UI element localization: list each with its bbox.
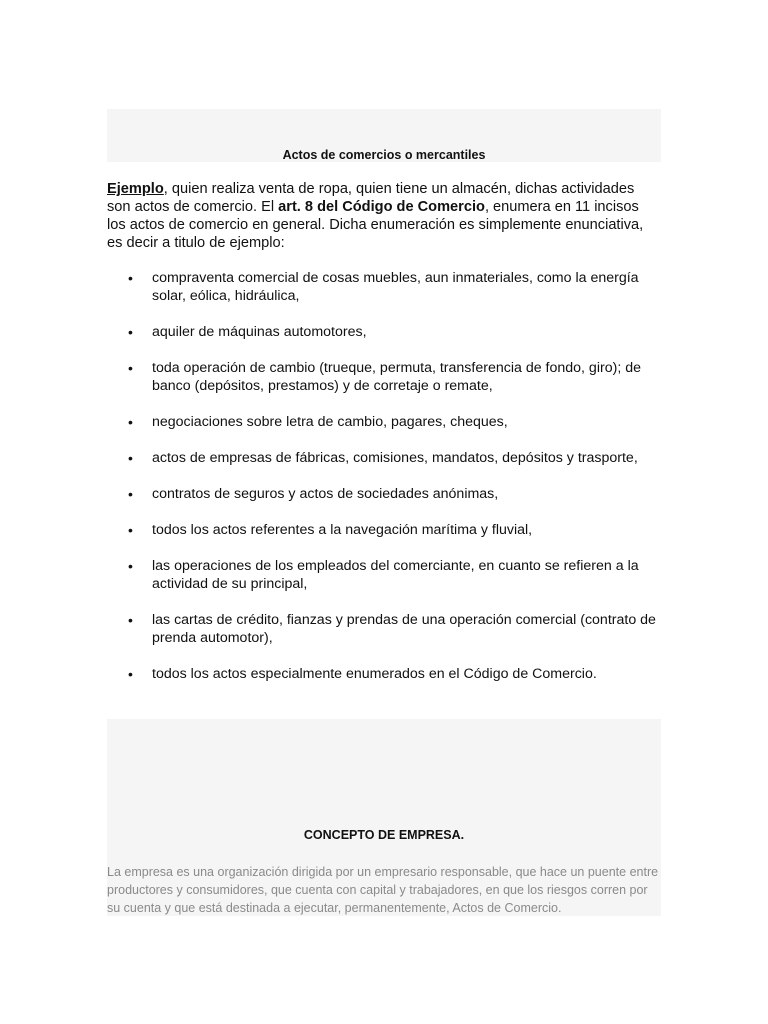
list-item — [107, 449, 661, 467]
list-item-text: aquiler de máquinas automotores, — [152, 324, 367, 340]
bullet-icon: • — [128, 666, 133, 682]
intro-paragraph — [107, 180, 661, 252]
list-item — [107, 611, 661, 647]
section-title-band — [107, 109, 661, 162]
list-item — [107, 485, 661, 503]
acts-list — [107, 269, 661, 683]
list-item-text: las cartas de crédito, fianzas y prendas de una operación comercial (contrato de prenda automotor), — [152, 612, 656, 646]
list-item — [107, 665, 661, 683]
bullet-icon: • — [128, 270, 133, 286]
list-item-text: todos los actos especialmente enumerados en el Código de Comercio. — [152, 666, 597, 682]
list-item-text: negociaciones sobre letra de cambio, pagares, cheques, — [152, 414, 508, 430]
concept-section — [107, 719, 661, 916]
section-title: Actos de comercios o mercantiles — [282, 148, 486, 162]
bullet-icon: • — [128, 360, 133, 376]
bullet-icon: • — [128, 414, 133, 430]
list-item-text: compraventa comercial de cosas muebles, aun inmateriales, como la energía solar, eólica, hidráulica, — [152, 270, 639, 304]
list-item — [107, 269, 661, 305]
document-page — [107, 109, 661, 701]
concept-title: CONCEPTO DE EMPRESA. — [303, 828, 465, 842]
list-item — [107, 413, 661, 431]
list-item-text: las operaciones de los empleados del comerciante, en cuanto se refieren a la actividad de su principal, — [152, 558, 639, 592]
intro-part-1: , quien realiza venta de ropa, quien tiene un almacén, dichas actividades son actos de comercio. El — [107, 181, 635, 215]
bullet-icon: • — [128, 612, 133, 628]
intro-lead: Ejemplo — [107, 181, 164, 197]
list-item-text: todos los actos referentes a la navegación marítima y fluvial, — [152, 522, 533, 538]
bullet-icon: • — [128, 522, 133, 538]
list-item — [107, 521, 661, 539]
bullet-icon: • — [128, 324, 133, 340]
bullet-icon: • — [128, 486, 133, 502]
concept-paragraph: La empresa es una organización dirigida por un empresario responsable, que hace un puente entre productores y consumidores, que cuenta con capital y trabajadores, en que los riesgos corren por su cuenta y que está destinada a ejecutar, permanentemente, Actos de Comercio. — [107, 865, 659, 915]
intro-part-2: , enumera en 11 incisos los actos de comercio en general. Dicha enumeración es simplemente enunciativa, es decir a titulo de ejemplo: — [107, 199, 644, 251]
list-item-text: contratos de seguros y actos de sociedades anónimas, — [152, 486, 499, 502]
list-item — [107, 323, 661, 341]
bullet-icon: • — [128, 450, 133, 466]
list-item-text: actos de empresas de fábricas, comisiones, mandatos, depósitos y trasporte, — [152, 450, 638, 466]
intro-bold-reference: art. 8 del Código de Comercio — [278, 199, 485, 215]
list-item-text: toda operación de cambio (trueque, permuta, transferencia de fondo, giro); de banco (depósitos, prestamos) y de corretaje o remate, — [152, 360, 641, 394]
bullet-icon: • — [128, 558, 133, 574]
list-item — [107, 359, 661, 395]
list-item — [107, 557, 661, 593]
